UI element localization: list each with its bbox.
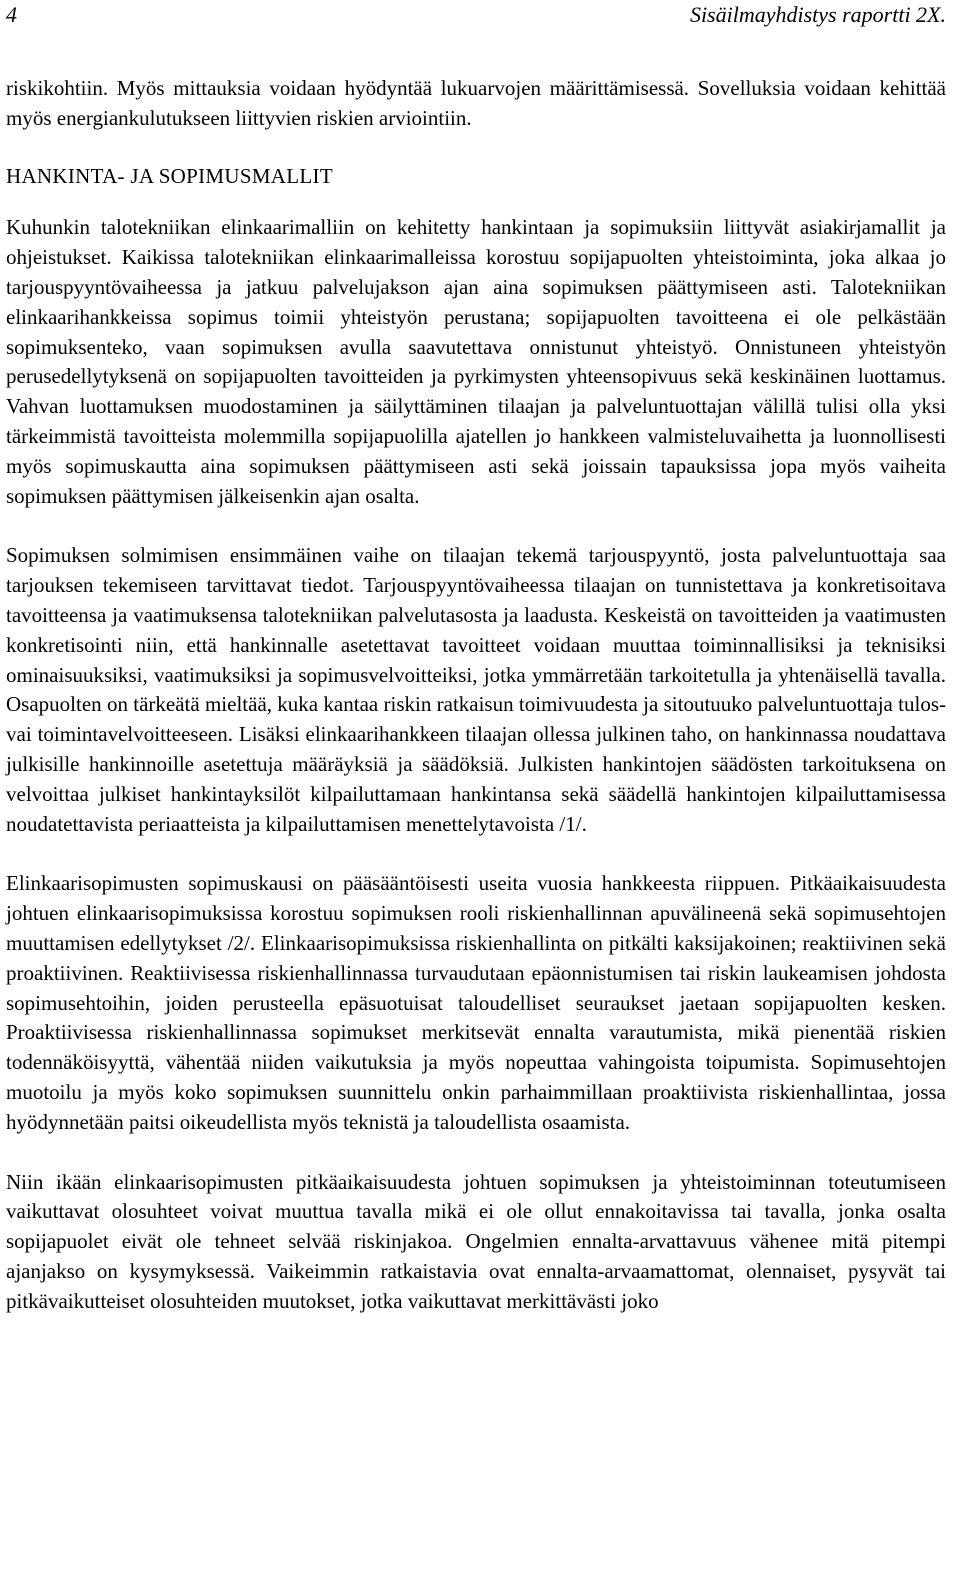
paragraph-continuation: riskikohtiin. Myös mittauksia voidaan hyödyntää lukuarvojen määrittämisessä. Sovelluksia voidaan kehittää myös energiankulutukseen liittyvien riskien arviointiin. [6,76,946,130]
document-page [6,0,946,1316]
paragraph-4: Niin ikään elinkaarisopimusten pitkäaikaisuudesta johtuen sopimuksen ja yhteistoiminnan toteutumiseen vaikuttavat olosuhteet voivat muuttua tavalla mikä ei ole ollut ennakoitavissa tai tavalla, jonka osalta sopijapuolet eivät ole tehneet selvää riskinjakoa. Ongelmien ennalta-arvattavuus vähenee mitä pitempi ajanjakso on kysymyksessä. Vaikeimmin ratkaistavia ovat ennalta-arvaamattomat, olennaiset, pysyvät tai pitkävaikutteiset olosuhteiden muutokset, jotka vaikuttavat merkittävästi joko [6,1169,946,1313]
document-body [6,74,946,1316]
paragraph-2: Sopimuksen solmimisen ensimmäinen vaihe on tilaajan tekemä tarjouspyyntö, josta palveluntuottaja saa tarjouksen tekemiseen tarvittavat tiedot. Tarjouspyyntövaiheessa tilaajan on tunnistettava ja konkretisoitava tavoitteensa ja vaatimuksensa talotekniikan palvelutasosta ja laadusta. Keskeistä on tavoitteiden ja vaatimusten konkretisointi niin, että hankinnalle asetettavat tavoitteet voidaan muuttaa toiminnallisiksi ja teknisiksi ominaisuuksiksi, vaatimuksiksi ja sopimusvelvoitteiksi, jotka ymmärretään tarkoitetulla ja yhtenäisellä tavalla. Osapuolten on tärkeätä mieltää, kuka kantaa riskin ratkaisun toimivuudesta ja sitoutuuko palveluntuottaja tulos- vai toimintavelvoitteeseen. Lisäksi elinkaarihankkeen tilaajan ollessa julkinen taho, on hankinnassa noudattava julkisille hankinnoille asetettuja määräyksiä ja säädöksiä. Julkisten hankintojen säädösten tarkoituksena on velvoittaa julkiset hankintayksilöt kilpailuttamaan hankintansa sekä säädellä hankintojen kilpailuttamisessa noudatettavista periaatteista ja kilpailuttamisen menettelytavoista /1/. [6,543,946,836]
paragraph-3: Elinkaarisopimusten sopimuskausi on pääsääntöisesti useita vuosia hankkeesta riippuen. Pitkäaikaisuudesta johtuen elinkaarisopimuksissa korostuu sopimuksen rooli riskienhallinnan apuvälineenä sekä sopimusehtojen muuttamisen edellytykset /2/. Elinkaarisopimuksissa riskienhallinta on pitkälti kaksijakoinen; reaktiivinen sekä proaktiivinen. Reaktiivisessa riskienhallinnassa turvaudutaan epäonnistumisen tai riskin laukeamisen johdosta sopimusehtoihin, joiden perusteella epäsuotuisat taloudelliset seuraukset jaetaan sopijapuolten kesken. Proaktiivisessa riskienhallinnassa sopimukset merkitsevät ennalta varautumista, mikä pienentää riskien todennäköisyyttä, vähentää niiden vaikutuksia ja myös nopeuttaa vahingoista toipumista. Sopimusehtojen muotoilu ja myös koko sopimuksen suunnittelu onkin parhaimmillaan proaktiivista riskienhallintaa, jossa hyödynnetään paitsi oikeudellista myös teknistä ja taloudellista osaamista. [6,871,946,1134]
paragraph-1: Kuhunkin talotekniikan elinkaarimalliin on kehitetty hankintaan ja sopimuksiin liittyvät asiakirjamallit ja ohjeistukset. Kaikissa talotekniikan elinkaarimalleissa korostuu sopijapuolten yhteistoiminta, joka alkaa jo tarjouspyyntövaiheessa ja jatkuu palvelujakson ajan aina sopimuksen päättymiseen asti. Talotekniikan elinkaarihankkeissa sopimus toimii yhteistyön perustana; sopijapuolten tavoitteena ei ole pelkästään sopimuksenteko, vaan sopimuksen avulla saavutettava onnistunut yhteistyö. Onnistuneen yhteistyön perusedellytyksenä on sopijapuolten tavoitteiden ja pyrkimysten yhteensopivuus sekä keskinäinen luottamus. Vahvan luottamuksen muodostaminen ja säilyttäminen tilaajan ja palveluntuottajan välillä tulisi olla yksi tärkeimmistä tavoitteista molemmilla sopijapuolilla ajatellen jo hankkeen valmisteluvaihetta ja luonnollisesti myös sopimuskautta aina sopimuksen päättymiseen asti sekä joissain tapauksissa jopa myös vaiheita sopimuksen päättymisen jälkeisenkin ajan osalta. [6,215,946,508]
running-header [6,2,946,32]
page-number: 4 [6,2,17,27]
report-title: Sisäilmayhdistys raportti 2X. [689,2,946,27]
section-heading: HANKINTA- JA SOPIMUSMALLIT [6,163,333,188]
